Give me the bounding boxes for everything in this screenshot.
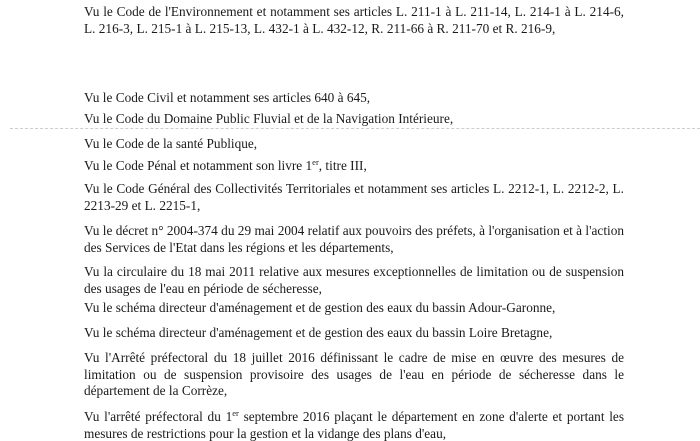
paragraph-code-sante-publique: Vu le Code de la santé Publique,: [84, 136, 258, 151]
paragraph-code-collectivites: Vu le Code Général des Collectivités Territoriales et notamment ses articles L. 2212-1, L. 2212-2, L. 2213-29 et L. 2215-1,: [84, 181, 624, 213]
paragraph-sdage-loire-bretagne: Vu le schéma directeur d'aménagement et de gestion des eaux du bassin Loire Bretagne,: [84, 325, 553, 340]
paragraph-code-penal-suffix: , titre III,: [318, 158, 367, 173]
paragraph-decret-2004-374: Vu le décret n° 2004-374 du 29 mai 2004 relatif aux pouvoirs des préfets, à l'organisation et à l'action des Services de l'Etat dans les régions et les départements,: [84, 223, 624, 255]
paragraph-circulaire-2011: Vu la circulaire du 18 mai 2011 relative aux mesures exceptionnelles de limitation ou de suspension des usages de l'eau en période de sécheresse,: [84, 264, 624, 296]
paragraph-arrete-text: Vu l'arrêté préfectoral du 1: [84, 409, 233, 424]
scan-artifact-line: [10, 128, 700, 129]
paragraph-arrete-suffix: septembre 2016 plaçant le département en zone d'alerte et portant les mesures de restrictions pour la gestion et la vidange des plans d'eau,: [84, 409, 625, 441]
paragraph-code-penal: [84, 158, 624, 175]
paragraph-code-civil: Vu le Code Civil et notamment ses articles 640 à 645,: [84, 90, 371, 105]
paragraph-code-environnement: Vu le Code de l'Environnement et notamment ses articles L. 211-1 à L. 211-14, L. 214-1 à L. 214-6, L. 216-3, L. 215-1 à L. 215-13, L. 432-1 à L. 432-12, R. 211-66 à R. 211-70 et R. 216-9,: [84, 4, 624, 36]
paragraph-arrete-18-juillet-2016: Vu l'Arrêté préfectoral du 18 juillet 2016 définissant le cadre de mise en œuvre des mesures de limitation ou de suspension provisoire des usages de l'eau en période de sécheresse dans le département de la Corrèze,: [84, 350, 624, 398]
paragraph-code-penal-text: Vu le Code Pénal et notamment son livre 1: [84, 158, 313, 173]
paragraph-code-domaine-public-fluvial: Vu le Code du Domaine Public Fluvial et de la Navigation Intérieure,: [84, 111, 454, 126]
superscript-er: er: [312, 157, 319, 167]
paragraph-arrete-1er-septembre-2016: [84, 409, 624, 441]
paragraph-sdage-adour-garonne: Vu le schéma directeur d'aménagement et de gestion des eaux du bassin Adour-Garonne,: [84, 300, 556, 315]
superscript-er: er: [232, 408, 239, 418]
